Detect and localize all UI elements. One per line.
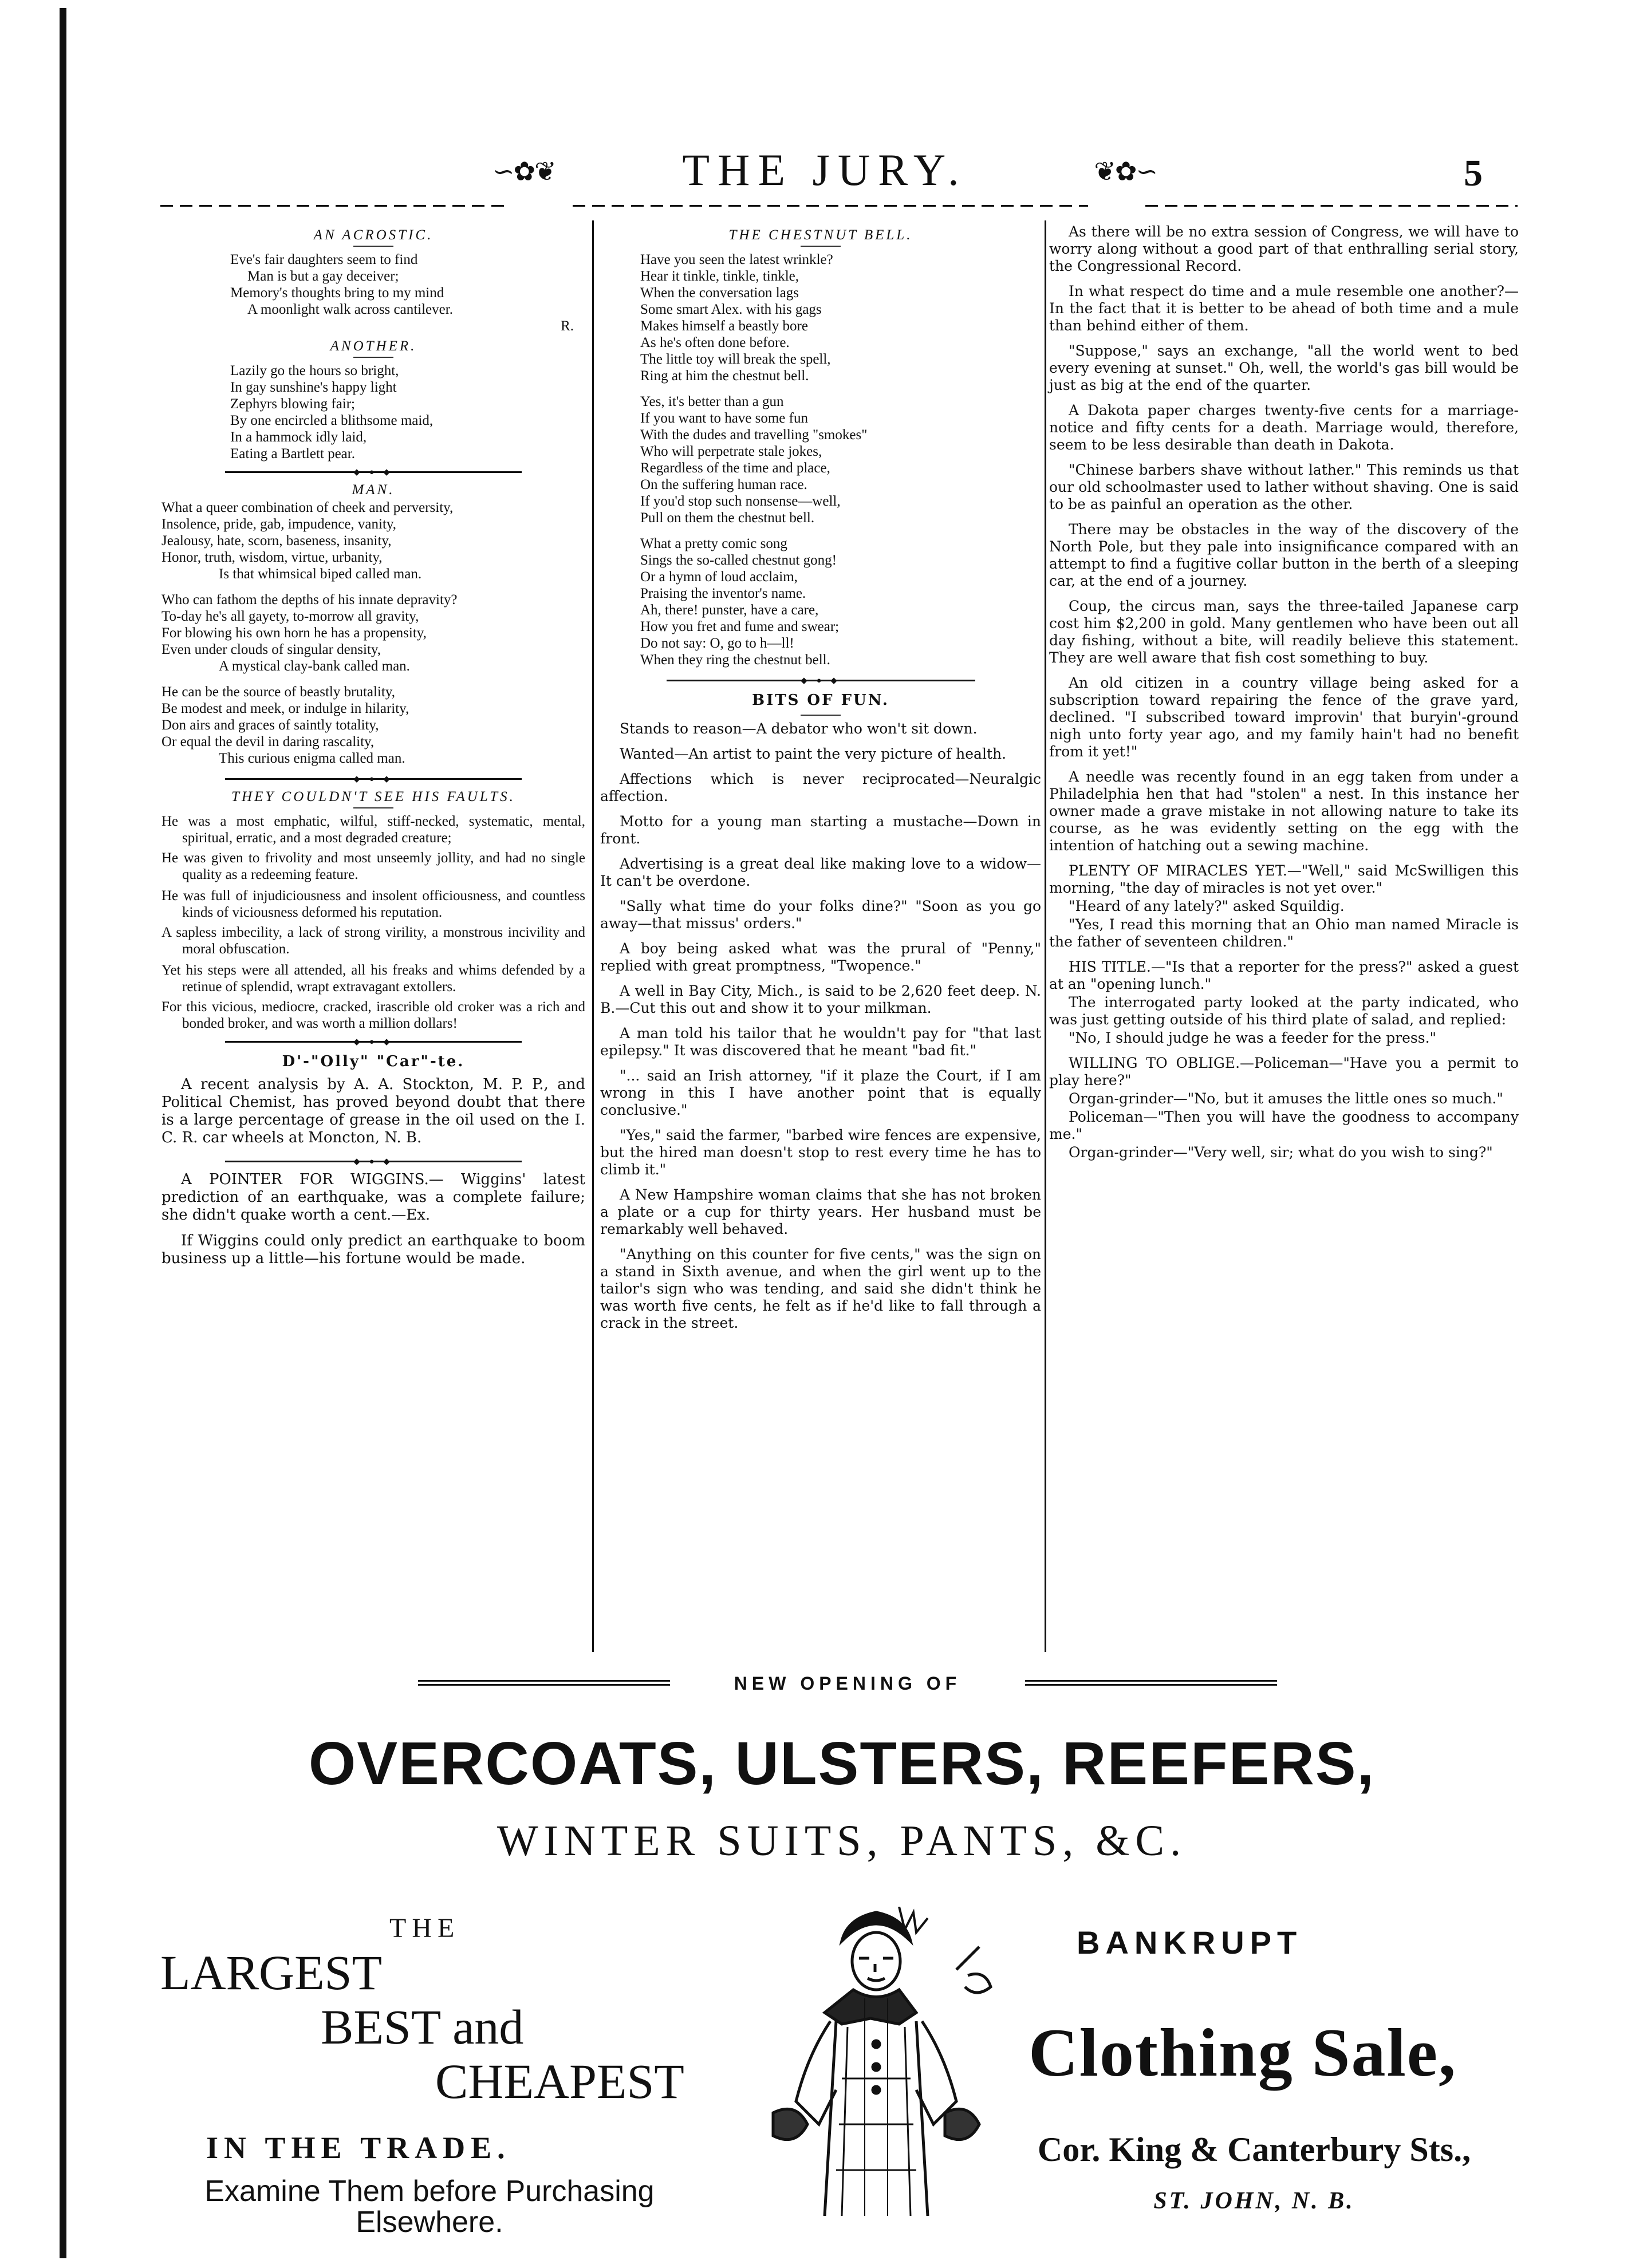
article-heading-olly: D'-"Olly" "Car"-te. (282, 1053, 465, 1070)
poem-line: Makes himself a beastly bore (640, 318, 808, 334)
article-heading-fun: BITS OF FUN. (752, 692, 889, 709)
title-dash (801, 715, 841, 716)
masthead-rule-middle (573, 205, 1088, 207)
section-separator (161, 466, 585, 478)
poem-title-acrostic: AN ACROSTIC. (313, 227, 434, 243)
poem-line: Jealousy, hate, scorn, baseness, insanity, (161, 533, 392, 549)
poem-title-man: MAN. (352, 482, 395, 498)
poem-line: Even under clouds of singular density, (161, 642, 381, 657)
ad-trade: IN THE TRADE. (206, 2131, 511, 2165)
poem-stanza (161, 684, 585, 767)
section-separator (161, 1035, 585, 1048)
column-2 (600, 223, 1041, 1340)
poem-line: Insolence, pride, gab, impudence, vanity, (161, 516, 397, 532)
poem-stanza (640, 393, 1041, 526)
joke-paragraph: A New Hampshire woman claims that she has not broken a plate or a cup for thirty years. Her husband must be remarkably well behaved. (600, 1186, 1041, 1237)
item-paragraph: Policeman—"Then you will have the goodness to accompany me." (1049, 1109, 1519, 1142)
section-separator (161, 772, 585, 785)
page-number: 5 (1464, 152, 1483, 194)
poem-title-another: ANOTHER. (330, 338, 417, 354)
poem-line: Praising the inventor's name. (640, 586, 806, 601)
title-dash (353, 357, 393, 358)
poem-line: Or equal the devil in daring rascality, (161, 734, 375, 750)
title-dash (353, 807, 393, 808)
masthead (492, 145, 1157, 195)
joke-paragraph: "... said an Irish attorney, "if it plaze the Court, if I am wrong in this I have another point that is equally conclusive." (600, 1067, 1041, 1118)
masthead-rule-left (160, 205, 504, 207)
poem-line: Lazily go the hours so bright, (230, 363, 399, 378)
title-dash (801, 246, 841, 247)
poem-line: The little toy will break the spell, (640, 352, 831, 367)
joke-paragraph: A well in Bay City, Mich., is said to be 2,620 feet deep. N. B.—Cut this out and show it to your milkman. (600, 983, 1041, 1016)
signature: R. (561, 318, 574, 334)
ad-headline: OVERCOATS, ULSTERS, REEFERS, (308, 1730, 1376, 1797)
poem-line: Ring at him the chestnut bell. (640, 368, 809, 384)
joke-paragraph: "Yes," said the farmer, "barbed wire fences are expensive, but the hired man doesn't stop to rest every time he has to climb it." (600, 1127, 1041, 1178)
poem-line: Regardless of the time and place, (640, 460, 830, 476)
poem-line: Have you seen the latest wrinkle? (640, 252, 833, 267)
poem-line: With the dudes and travelling "smokes" (640, 427, 868, 443)
poem-line: If you want to have some fun (640, 411, 808, 426)
poem-stanza (161, 591, 585, 675)
banner-rule-left (418, 1680, 670, 1686)
item-paragraph: "Suppose," says an exchange, "all the world went to bed every evening at sunset." Oh, well, the world's gas bill would be just as big at the end of the quarter. (1049, 342, 1519, 393)
poem-line: A moonlight walk across cantilever. (247, 302, 453, 317)
ad-city: ST. JOHN, N. B. (1153, 2188, 1355, 2214)
ad-banner (418, 1672, 1277, 1695)
ad-cheapest: CHEAPEST (435, 2054, 684, 2109)
joke-paragraph: Affections which is never reciprocated—Neuralgic affection. (600, 771, 1041, 804)
item-paragraph: Organ-grinder—"No, but it amuses the little ones so much." (1069, 1090, 1503, 1107)
item-paragraph: PLENTY OF MIRACLES YET.—"Well," said McSwilligen this morning, "the day of miracles is not yet over." (1049, 862, 1519, 896)
verse-paragraph: A sapless imbecility, a lack of strong virility, a monstrous incivility and moral obfuscation. (161, 925, 585, 957)
joke-paragraph: Advertising is a great deal like making love to a widow—It can't be overdone. (600, 855, 1041, 889)
poem-line: Eating a Bartlett pear. (230, 446, 355, 462)
poem-stanza (161, 499, 585, 582)
item-paragraph: Organ-grinder—"Very well, sir; what do you wish to sing?" (1069, 1144, 1493, 1161)
poem-line: Be modest and meek, or indulge in hilarity, (161, 701, 409, 716)
column-divider-2 (1045, 220, 1046, 1652)
ad-banner-text: NEW OPENING OF (734, 1673, 962, 1694)
verse-paragraph: Yet his steps were all attended, all his freaks and whims defended by a retinue of splendid, wrapt extravagant extollers. (161, 963, 585, 995)
article-paragraph: If Wiggins could only predict an earthquake to boom business up a little—his fortune would be made. (161, 1232, 585, 1267)
poem-line: On the suffering human race. (640, 477, 807, 492)
column-1 (161, 223, 585, 1276)
ad-bankrupt: BANKRUPT (1077, 1924, 1303, 1961)
ad-the: THE (389, 1913, 460, 1943)
item-paragraph: HIS TITLE.—"Is that a reporter for the press?" asked a guest at an "opening lunch." (1049, 959, 1519, 992)
poem-stanza (640, 535, 1041, 668)
column-3 (1049, 223, 1519, 1169)
poem-line: Is that whimsical biped called man. (219, 566, 422, 582)
page-edge-rule (60, 8, 66, 2258)
item-paragraph: There may be obstacles in the way of the discovery of the North Pole, but they pale into insignificance compared with an attempt to find a fugitive collar button in the berth of a sleeping car, at the end of a journey. (1049, 521, 1519, 589)
poem-line: Who will perpetrate stale jokes, (640, 444, 822, 459)
verse-paragraph: He was a most emphatic, wilful, stiff-necked, systematic, mental, spiritual, erratic, and a most degraded creature; (161, 814, 585, 846)
joke-paragraph: "Sally what time do your folks dine?" "Soon as you go away—that missus' orders." (600, 898, 1041, 932)
section-separator (161, 1155, 585, 1167)
item-paragraph: An old citizen in a country village being asked for a subscription toward repairing the fence of the grave yard, declined. "I subscribed toward improvin' that buryin'-ground nigh unto forty year ago, and my family hain't had no benefit from it yet!" (1049, 675, 1519, 760)
ad-examine: Examine Them before Purchasing Elsewhere. (204, 2175, 655, 2239)
joke-paragraph: "Anything on this counter for five cents," was the sign on a stand in Sixth avenue, and when the girl went up to the tailor's sign who was tending, and said she didn't think he was worth five cents, he felt as if he'd like to fall through a crack in the street. (600, 1246, 1041, 1331)
poem-line: Zephyrs blowing fair; (230, 396, 356, 412)
poem-line: Eve's fair daughters seem to find (230, 252, 418, 267)
poem-line: What a queer combination of cheek and perversity, (161, 500, 454, 515)
verse-paragraph: He was given to frivolity and most unseemly jollity, and had no single quality as a redeeming feature. (161, 850, 585, 882)
title-dash (353, 246, 393, 247)
item-paragraph: "Yes, I read this morning that an Ohio man named Miracle is the father of seventeen children." (1049, 916, 1519, 950)
ad-clothing-sale: Clothing Sale, (1028, 2014, 1457, 2090)
section-separator (600, 674, 1041, 687)
verse-paragraph: For this vicious, mediocre, cracked, irascrible old croker was a rich and bonded broker, and was worth a million dollars! (161, 999, 585, 1031)
ad-subhead: WINTER SUITS, PANTS, &C. (497, 1817, 1187, 1865)
poem-line: For blowing his own horn he has a propensity, (161, 625, 427, 641)
item-paragraph: A Dakota paper charges twenty-five cents for a marriage-notice and fifty cents for a death. Marriage would, therefore, seem to be less desirable than death in Dakota. (1049, 402, 1519, 453)
poem-title-faults: THEY COULDN'T SEE HIS FAULTS. (231, 789, 515, 804)
poem-line: Honor, truth, wisdom, virtue, urbanity, (161, 550, 383, 565)
joke-paragraph: Wanted—An artist to paint the very picture of health. (620, 746, 1007, 762)
joke-paragraph: Stands to reason—A debator who won't sit down. (620, 720, 978, 737)
poem-line: When they ring the chestnut bell. (640, 652, 830, 668)
poem-chestnut (600, 251, 1041, 668)
article-paragraph: A recent analysis by A. A. Stockton, M. P. P., and Political Chemist, has proved beyond doubt that there is a large percentage of grease in the oil used on the I. C. R. car wheels at Moncton, N. B. (161, 1076, 585, 1146)
ornament-right-icon: ❦✿∽ (1094, 157, 1157, 186)
poem-line: Yes, it's better than a gun (640, 394, 784, 409)
item-paragraph: In what respect do time and a mule resemble one another?—In the fact that it is better to be ahead of both time and a mule than behind either of them. (1049, 283, 1519, 334)
column-divider-1 (592, 220, 594, 1652)
poem-title-chestnut: THE CHESTNUT BELL. (728, 227, 913, 243)
poem-line: Some smart Alex. with his gags (640, 302, 822, 317)
poem-line: As he's often done before. (640, 335, 790, 350)
joke-paragraph: Motto for a young man starting a mustache—Down in front. (600, 813, 1041, 847)
joke-paragraph: A man told his tailor that he wouldn't pay for "that last epilepsy." It was discovered that he meant "bad fit." (600, 1025, 1041, 1059)
ornament-left-icon: ∽✿❦ (492, 157, 555, 186)
poem-line: Sings the so-called chestnut gong! (640, 553, 837, 568)
ad-largest: LARGEST (160, 1945, 382, 2000)
clothing-advertisement (149, 1672, 1535, 2239)
article-paragraph: A POINTER FOR WIGGINS.— Wiggins' latest prediction of an earthquake, was a complete failure; she didn't quake worth a cent.—Ex. (161, 1171, 585, 1224)
joke-paragraph: A boy being asked what was the prural of "Penny," replied with great promptness, "Twopence." (600, 940, 1041, 974)
poem-line: Memory's thoughts bring to my mind (230, 285, 444, 301)
poem-line: Pull on them the chestnut bell. (640, 510, 815, 526)
item-paragraph: "Heard of any lately?" asked Squildig. (1069, 898, 1345, 914)
masthead-rule-right (1145, 205, 1518, 207)
poem-line: Hear it tinkle, tinkle, tinkle, (640, 269, 799, 284)
item-paragraph: Coup, the circus man, says the three-tailed Japanese carp cost him $2,200 in gold. Many gentlemen who have been out all day fishing, without a bite, will readily believe this statement. They are well aware that fish cost something to buy. (1049, 598, 1519, 666)
verse-paragraph: He was full of injudiciousness and insolent officiousness, and countless kinds of viciousness deformed his reputation. (161, 888, 585, 920)
ad-address: Cor. King & Canterbury Sts., (1037, 2131, 1471, 2168)
poem-man (161, 499, 585, 767)
poem-line: What a pretty comic song (640, 536, 787, 551)
poem-another (161, 362, 585, 462)
item-paragraph: A needle was recently found in an egg taken from under a Philadelphia hen that had "stolen" a nest. In this instance her owner made a grave mistake in not allowing nature to take its course, as he was evidently setting on the egg with the intention of hatching out a sewing machine. (1049, 768, 1519, 854)
poem-line: How you fret and fume and swear; (640, 619, 840, 634)
poem-line: By one encircled a blithsome maid, (230, 413, 434, 428)
poem-line: Don airs and graces of saintly totality, (161, 717, 379, 733)
poem-acrostic (161, 251, 585, 318)
masthead-title: THE JURY. (682, 145, 967, 195)
poem-faults (161, 813, 585, 1032)
poem-line: In gay sunshine's happy light (230, 380, 397, 395)
item-paragraph: "No, I should judge he was a feeder for the press." (1069, 1030, 1437, 1046)
poem-line: He can be the source of beastly brutality, (161, 684, 395, 700)
poem-line: Do not say: O, go to h—ll! (640, 636, 794, 651)
poem-line: In a hammock idly laid, (230, 429, 367, 445)
poem-stanza (640, 251, 1041, 384)
poem-line: Who can fathom the depths of his innate depravity? (161, 592, 458, 608)
poem-line: When the conversation lags (640, 285, 799, 301)
banner-rule-right (1025, 1680, 1277, 1686)
item-paragraph: WILLING TO OBLIGE.—Policeman—"Have you a permit to play here?" (1049, 1055, 1519, 1088)
item-paragraph: "Chinese barbers shave without lather." This reminds us that our old schoolmaster used to lather without shaving. One is said to be as painful an operation as the other. (1049, 462, 1519, 512)
poem-line: If you'd stop such nonsense—well, (640, 494, 841, 509)
item-paragraph: The interrogated party looked at the party indicated, who was just getting outside of his third plate of salad, and replied: (1049, 994, 1519, 1028)
poem-line: To-day he's all gayety, to-morrow all gravity, (161, 609, 419, 624)
poem-line: Ah, there! punster, have a care, (640, 602, 819, 618)
poem-line: Man is but a gay deceiver; (247, 269, 399, 284)
ad-best: BEST and (321, 1999, 524, 2054)
item-paragraph: As there will be no extra session of Congress, we will have to worry along without a good part of that enthralling serial story, the Congressional Record. (1049, 223, 1519, 274)
poem-line: This curious enigma called man. (219, 751, 405, 766)
poem-line: Or a hymn of loud acclaim, (640, 569, 798, 585)
poem-line: A mystical clay-bank called man. (219, 658, 410, 674)
